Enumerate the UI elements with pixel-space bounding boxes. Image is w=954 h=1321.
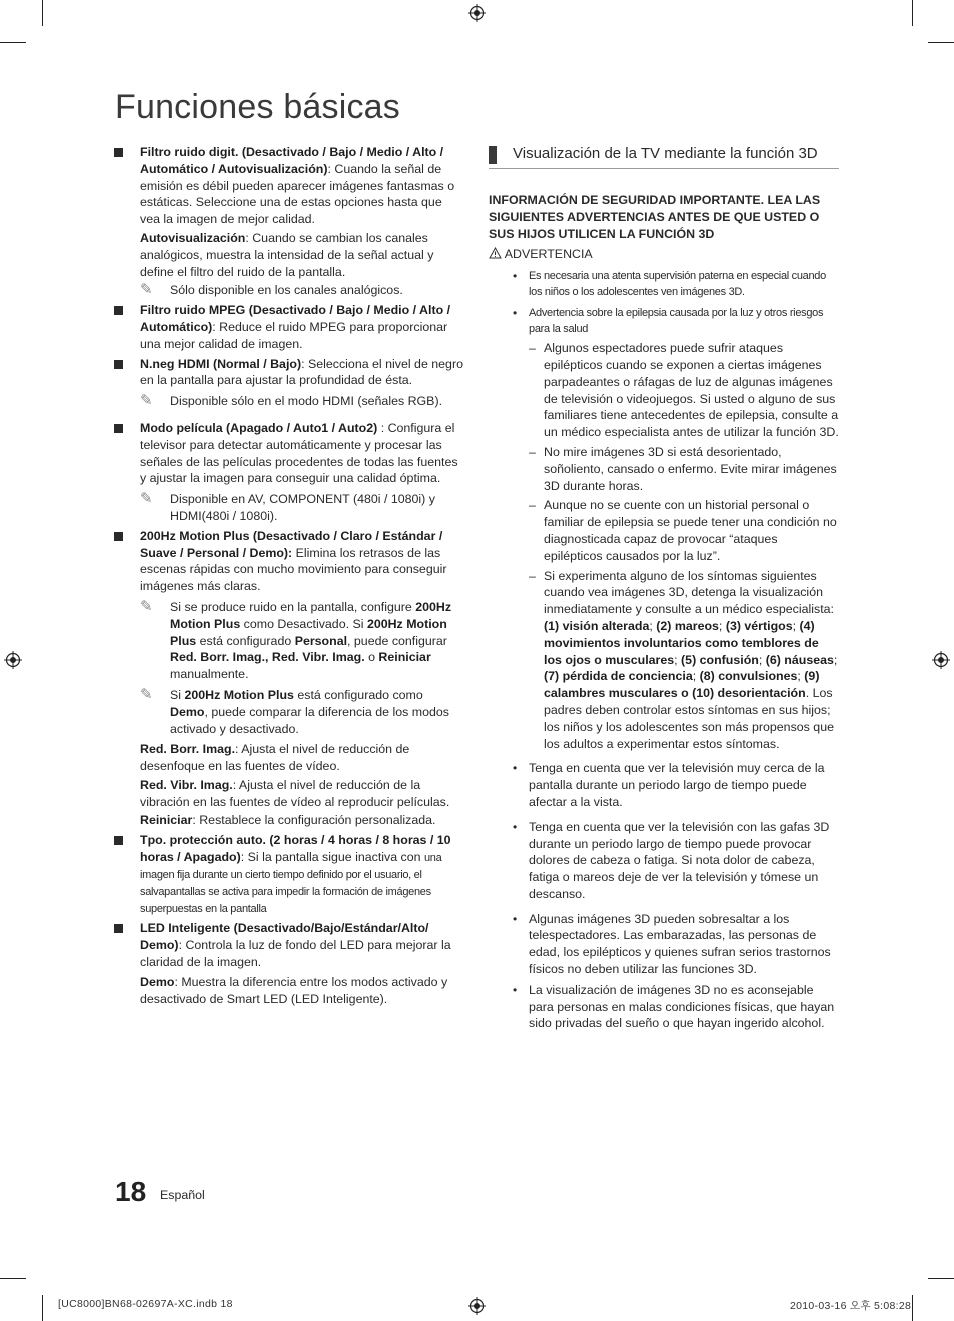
separator: ; [758, 652, 766, 667]
note-text: 200Hz Motion Plus [170, 599, 452, 631]
dot-bullet-icon: • [513, 761, 518, 776]
symptom: (8) convulsiones [699, 669, 798, 684]
symptom: (9) calambres musculares o (10) desorientación [544, 669, 820, 701]
note-text: Disponible en AV, COMPONENT (480i / 1080i) y HDMI(480i / 1080i). [170, 492, 435, 523]
item-desc: : Selecciona el nivel de negro en la pantalla para ajustar la profundidad de ésta. [140, 356, 463, 388]
sub-item-name: Demo [140, 975, 175, 990]
dot-bullet-icon: • [513, 269, 517, 284]
symptom: (7) pérdida de conciencia [544, 669, 693, 684]
dot-bullet-icon: • [513, 306, 517, 321]
note-text: está configurado como [293, 687, 423, 702]
sub-item-desc: : Cuando se cambian los canales analógicos, muestra la intensidad de la señal actual y define el filtro del ruido de la pantalla. [140, 230, 434, 279]
dash-item-text: . Los padres deben controlar estos síntomas en sus hijos; los niños y los adolescentes son más propensos que los adultos a experimentar estos síntomas. [544, 686, 834, 751]
sub-item-name: Autovisualización [140, 230, 246, 245]
note-text: Personal [294, 633, 348, 648]
warning-triangle-icon [489, 247, 502, 259]
section-heading [489, 144, 839, 169]
item-name: N.neg HDMI (Normal / Bajo) [140, 356, 302, 371]
separator: ; [674, 652, 682, 667]
warning-text: ADVERTENCIA [504, 247, 593, 262]
registration-mark-icon [4, 651, 22, 669]
note [140, 282, 464, 299]
list-item-text: Tenga en cuenta que ver la televisión muy cerca de la pantalla durante un periodo largo de tiempo puede afectar a la vista. [529, 761, 825, 809]
section-heading-text: Visualización de la TV mediante la función 3D [513, 145, 818, 162]
symptom: (3) vértigos [725, 618, 793, 633]
separator: ; [833, 652, 838, 667]
sub-item [140, 777, 464, 811]
symptom: (5) confusión [681, 652, 759, 667]
list-item-text: Advertencia sobre la epilepsia causada por la luz y otros riesgos para la salud [529, 307, 824, 336]
dot-bullet-icon: • [513, 982, 518, 997]
dash-item-text: Si experimenta alguno de los síntomas siguientes cuando vea imágenes 3D, detenga la visualización inmediatamente y consulte a un médico especialista: [544, 568, 834, 617]
note-text: , puede comparar la diferencia de los modos activado y desactivado. [170, 704, 449, 736]
note-pencil-icon: ✎ [140, 392, 153, 410]
left-column [112, 144, 464, 1011]
list-item-text: La visualización de imágenes 3D no es aconsejable para personas en malas condiciones físicas, que hayan sido privadas del sueño o que hayan ingerido alcohol. [529, 982, 835, 1031]
note-pencil-icon: ✎ [140, 597, 153, 615]
separator: ; [797, 669, 805, 684]
symptom: (1) visión alterada [544, 618, 650, 633]
dash-bullet-icon: – [529, 444, 536, 459]
list-item [489, 268, 839, 300]
square-bullet-icon [114, 836, 123, 845]
dash-bullet-icon: – [529, 568, 536, 583]
item-desc: Elimina los retrasos de las escenas rápidas con mucho movimiento para conseguir imágenes más claras. [140, 545, 447, 594]
sub-item [140, 812, 464, 829]
sub-item-name: Red. Vibr. Imag. [140, 777, 233, 792]
note-pencil-icon: ✎ [140, 685, 153, 703]
separator: ; [718, 618, 726, 633]
symptom: (2) mareos [656, 618, 719, 633]
sub-item-name: Reiniciar [140, 813, 193, 828]
item-desc: : Si la pantalla sigue inactiva con [240, 850, 424, 865]
list-item [489, 819, 839, 903]
warning-label [489, 246, 839, 263]
list-item [112, 144, 464, 299]
list-item [112, 920, 464, 1008]
sub-item-desc: : Ajusta el nivel de reducción de desenfoque en las fuentes de vídeo. [140, 742, 410, 774]
sub-item-desc: : Restablece la configuración personalizada. [192, 813, 436, 828]
separator: ; [692, 669, 700, 684]
note-pencil-icon: ✎ [140, 490, 153, 508]
dot-bullet-icon: • [513, 819, 518, 834]
page-title: Funciones básicas [115, 88, 400, 126]
item-name: Filtro ruido digit. (Desactivado / Bajo / Medio / Alto / Automático / Autovisualización) [140, 145, 444, 176]
item-name: Tpo. protección auto. (2 horas / 4 horas / 8 horas / 10 horas / Apagado) [140, 833, 451, 865]
sub-item [140, 230, 464, 280]
square-bullet-icon [114, 360, 123, 369]
sub-item-desc: : Muestra la diferencia entre los modos activado y desactivado de Smart LED (LED Inteligente). [140, 975, 448, 1007]
registration-mark-icon [468, 4, 486, 22]
crop-mark [912, 0, 913, 26]
crop-mark [928, 1278, 954, 1279]
page-number: 18 [115, 1176, 147, 1207]
item-name: Filtro ruido MPEG (Desactivado / Bajo / Medio / Alto / Automático) [140, 303, 451, 334]
dash-item [489, 497, 839, 564]
square-bullet-icon [114, 148, 123, 157]
dash-item-text: No mire imágenes 3D si está desorientado, soñoliento, cansado o enfermo. Evite mirar imágenes 3D durante horas. [544, 444, 837, 493]
crop-mark [0, 42, 26, 43]
list-item [489, 760, 839, 810]
dash-item [489, 568, 839, 753]
footer-file-info: [UC8000]BN68-02697A-XC.indb 18 [58, 1298, 233, 1310]
note-pencil-icon: ✎ [140, 281, 153, 299]
sub-item-name: Red. Borr. Imag. [140, 742, 236, 757]
note-text: 200Hz Motion Plus [184, 687, 294, 702]
dash-item-text: Aunque no se cuente con un historial personal o familiar de epilepsia se puede tener una condición no diagnosticada capaz de provocar “ataques epilépticos causados por la luz”. [544, 498, 837, 563]
item-desc-small: una imagen fija durante un cierto tiempo definido por el usuario, el salvapantallas se activa para impedir la formación de imágenes superpuestas en la pantalla [140, 852, 442, 916]
note-text: Disponible sólo en el modo HDMI (señales RGB). [170, 394, 443, 409]
note-text: Reiniciar [378, 650, 431, 665]
dash-item [489, 340, 839, 441]
item-desc: : Reduce el ruido MPEG para proporcionar una mejor calidad de imagen. [140, 319, 448, 351]
language-label: Español [160, 1188, 205, 1202]
list-item [489, 911, 839, 978]
crop-mark [912, 1295, 913, 1321]
note-text: Sólo disponible en los canales analógicos. [170, 283, 403, 298]
crop-mark [42, 1295, 43, 1321]
dash-bullet-icon: – [529, 498, 536, 513]
list-item [112, 832, 464, 917]
safety-notice: INFORMACIÓN DE SEGURIDAD IMPORTANTE. LEA LAS SIGUIENTES ADVERTENCIAS ANTES DE QUE USTED O SUS HIJOS UTILICEN LA FUNCIÓN 3D [489, 193, 821, 241]
note-text: o [364, 650, 379, 665]
list-item [112, 420, 464, 525]
separator: ; [792, 618, 800, 633]
right-column [489, 144, 839, 1032]
note-text: está configurado [196, 633, 295, 648]
list-item-text: Algunas imágenes 3D pueden sobresaltar a los telespectadores. Las embarazadas, las personas de edad, los epilépticos y quienes sufran serios trastornos físicos no deben utilizar las funciones 3D. [529, 911, 831, 977]
item-name: Modo película (Apagado / Auto1 / Auto2) [140, 420, 378, 435]
square-bullet-icon [114, 306, 123, 315]
square-bullet-icon [114, 924, 123, 933]
list-item [112, 302, 464, 352]
item-desc: : Cuando la señal de emisión es débil pueden aparecer imágenes fantasmas o estáticas. Seleccione una de estas opciones hasta que vea la imagen de mejor calidad. [140, 161, 455, 227]
item-name: 200Hz Motion Plus (Desactivado / Claro / Estándar / Suave / Personal / Demo): [140, 528, 443, 560]
sub-item-desc: : Ajusta el nivel de reducción de la vibración en las fuentes de vídeo al reproducir películas. [140, 777, 450, 809]
dash-item [489, 444, 839, 494]
list-item [112, 356, 464, 410]
symptom: (6) náuseas [765, 652, 834, 667]
list-item-text: Tenga en cuenta que ver la televisión con las gafas 3D durante un periodo largo de tiempo puede provocar dolores de cabeza o fatiga. Si nota dolor de cabeza, fatiga o mareos deje de ver la televisión y tómese un descanso. [529, 819, 830, 901]
dot-bullet-icon: • [513, 911, 518, 926]
sub-item [140, 741, 464, 775]
dash-bullet-icon: – [529, 341, 536, 356]
note-text: manualmente. [170, 667, 249, 682]
list-item [489, 305, 839, 337]
dash-item-text: Algunos espectadores puede sufrir ataques epilépticos cuando se exponen a ciertas imágenes parpadeantes o ráfagas de luz de algunas imágenes de televisión o videojuegos. Si usted o alguno de sus familiares tiene antecedentes de epilepsia, consulte a un médico especialista antes de utilizar la función 3D. [544, 341, 839, 440]
item-name: LED Inteligente (Desactivado/Bajo/Estándar/Alto/ Demo) [140, 921, 429, 952]
note-text: Demo [170, 704, 205, 719]
separator: ; [649, 618, 657, 633]
square-bullet-icon [114, 424, 123, 433]
item-desc: : Configura el televisor para detectar automáticamente y procesar las señales de las películas procedentes de todas las fuentes y ajustar la imagen para conseguir una calidad óptima. [140, 420, 458, 486]
symptom: (4) movimientos involuntarios como temblores de los ojos o musculares [544, 618, 819, 667]
note [140, 491, 464, 525]
list-item-text: Es necesaria una atenta supervisión paterna en especial cuando los niños o los adolescentes ven imágenes 3D. [529, 270, 826, 299]
note-text: Red. Borr. Imag., Red. Vibr. Imag. [170, 650, 365, 665]
crop-mark [928, 42, 954, 43]
registration-mark-icon [468, 1297, 486, 1315]
note [140, 599, 464, 683]
note [140, 687, 464, 737]
note [140, 393, 464, 410]
square-bullet-icon [114, 532, 123, 541]
list-item [112, 528, 464, 830]
crop-mark [0, 1278, 26, 1279]
registration-mark-icon [932, 651, 950, 669]
note-text: como Desactivado. Si [240, 616, 367, 631]
sub-item [140, 974, 464, 1008]
note-text: 200Hz Motion Plus [170, 616, 447, 648]
footer-timestamp: 2010-03-16 오후 5:08:28 [790, 1300, 912, 1312]
item-desc: : Controla la luz de fondo del LED para mejorar la claridad de la imagen. [140, 937, 451, 969]
note-text: , puede configurar [347, 633, 447, 648]
crop-mark [42, 0, 43, 26]
note-text: Si [170, 687, 185, 702]
list-item [489, 982, 839, 1032]
note-text: Si se produce ruido en la pantalla, configure [170, 599, 416, 614]
heading-bar-icon [489, 146, 497, 164]
